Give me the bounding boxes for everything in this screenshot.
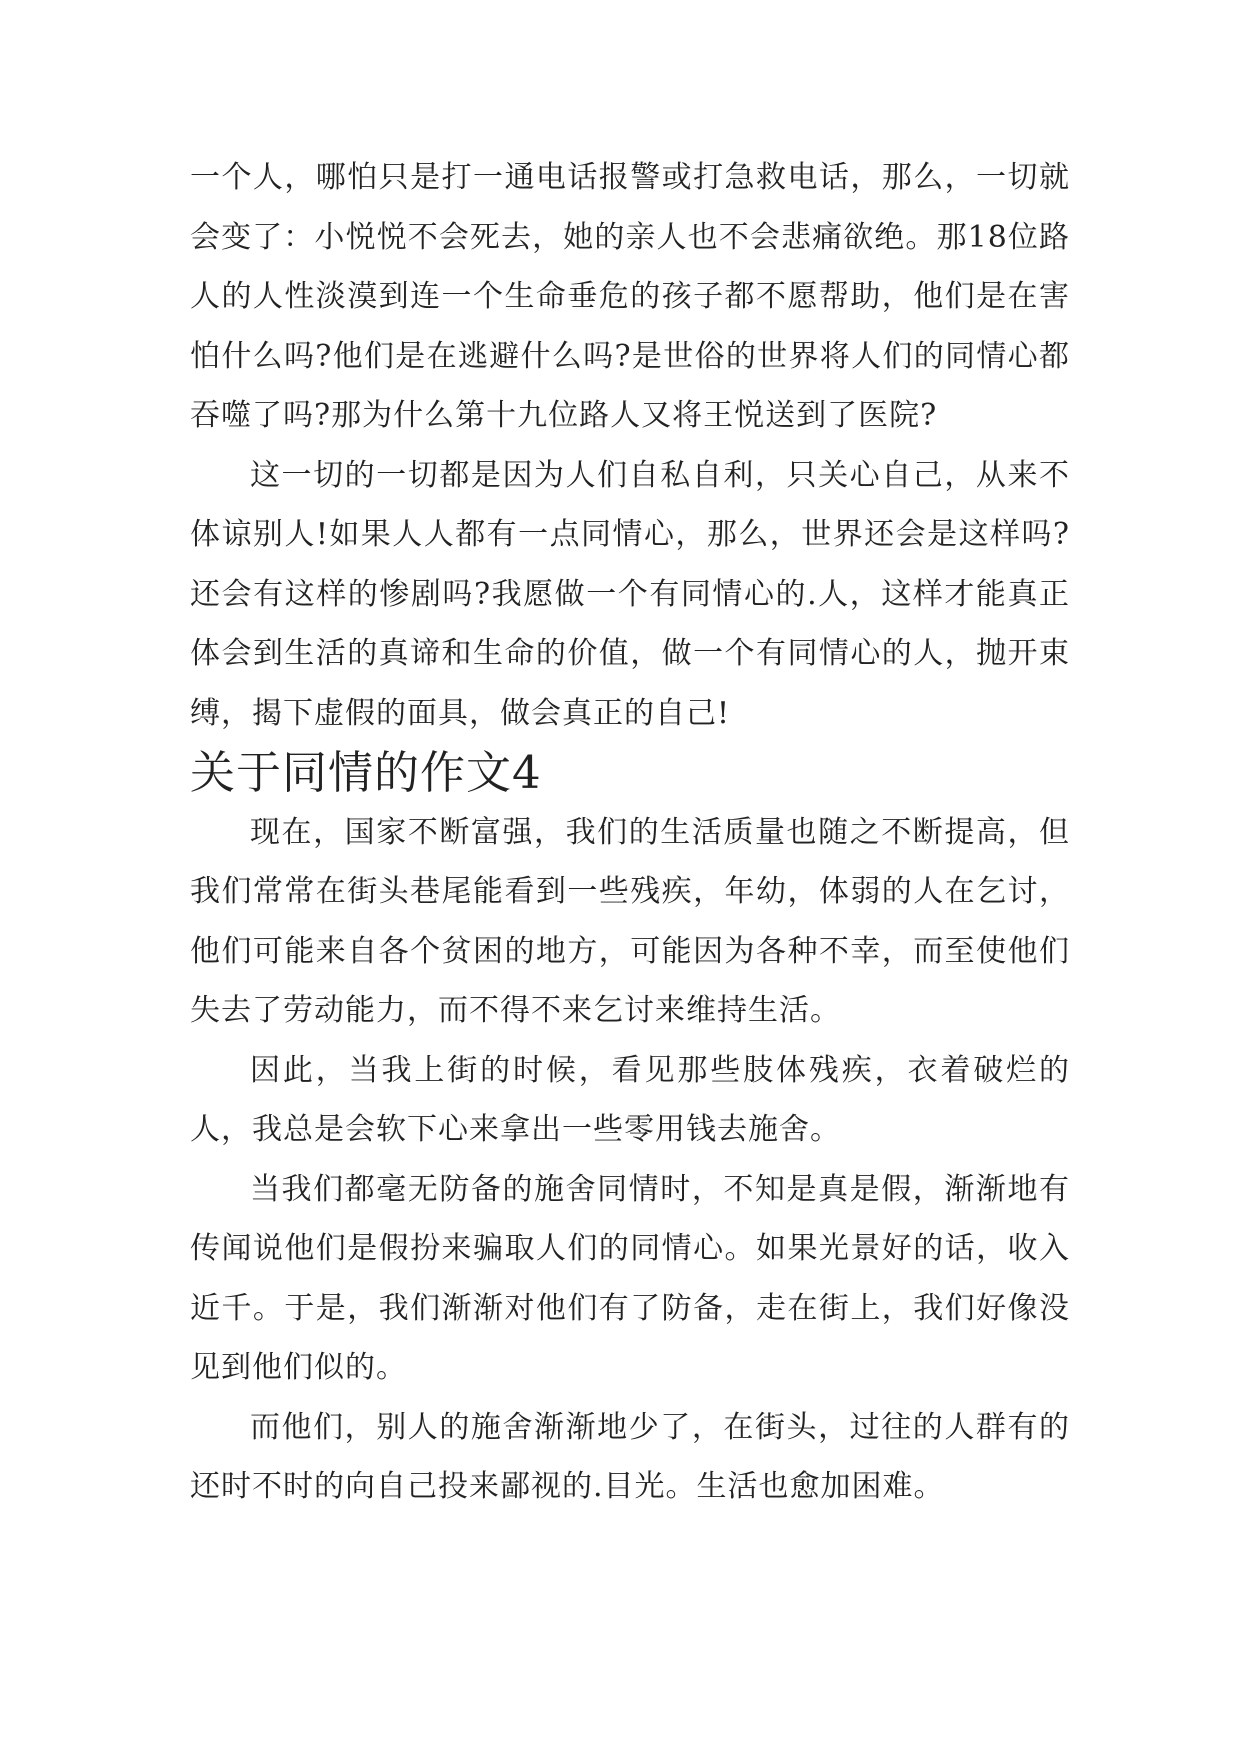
paragraph-4: 因此，当我上街的时候，看见那些肢体残疾，衣着破烂的人，我总是会软下心来拿出一些零用钱去施舍。 (190, 1052, 1070, 1147)
paragraph-3: 现在，国家不断富强，我们的生活质量也随之不断提高，但我们常常在街头巷尾能看到一些残疾，年幼，体弱的人在乞讨，他们可能来自各个贫困的地方，可能因为各种不幸，而至使他们失去了劳动能力，而不得不来乞讨来维持生活。 (190, 814, 1070, 1028)
section-heading: 关于同情的作文4 (190, 746, 542, 799)
paragraph-2: 这一切的一切都是因为人们自私自利，只关心自己，从来不体谅别人!如果人人都有一点同情心，那么，世界还会是这样吗?还会有这样的惨剧吗?我愿做一个有同情心的.人，这样才能真正体会到生活的真谛和生命的价值，做一个有同情心的人，抛开束缚，揭下虚假的面具，做会真正的自己! (190, 457, 1070, 731)
paragraph-1: 一个人，哪怕只是打一通电话报警或打急救电话，那么，一切就会变了：小悦悦不会死去，她的亲人也不会悲痛欲绝。那18位路人的人性淡漠到连一个生命垂危的孩子都不愿帮助，他们是在害怕什么吗?他们是在逃避什么吗?是世俗的世界将人们的同情心都吞噬了吗?那为什么第十九位路人又将王悦送到了医院? (190, 160, 1070, 433)
paragraph-6: 而他们，别人的施舍渐渐地少了，在街头，过往的人群有的还时不时的向自己投来鄙视的.目光。生活也愈加困难。 (190, 1409, 1070, 1504)
paragraph-5: 当我们都毫无防备的施舍同情时，不知是真是假，渐渐地有传闻说他们是假扮来骗取人们的同情心。如果光景好的话，收入近千。于是，我们渐渐对他们有了防备，走在街上，我们好像没见到他们似的。 (190, 1171, 1070, 1385)
document-body (190, 148, 1070, 1517)
